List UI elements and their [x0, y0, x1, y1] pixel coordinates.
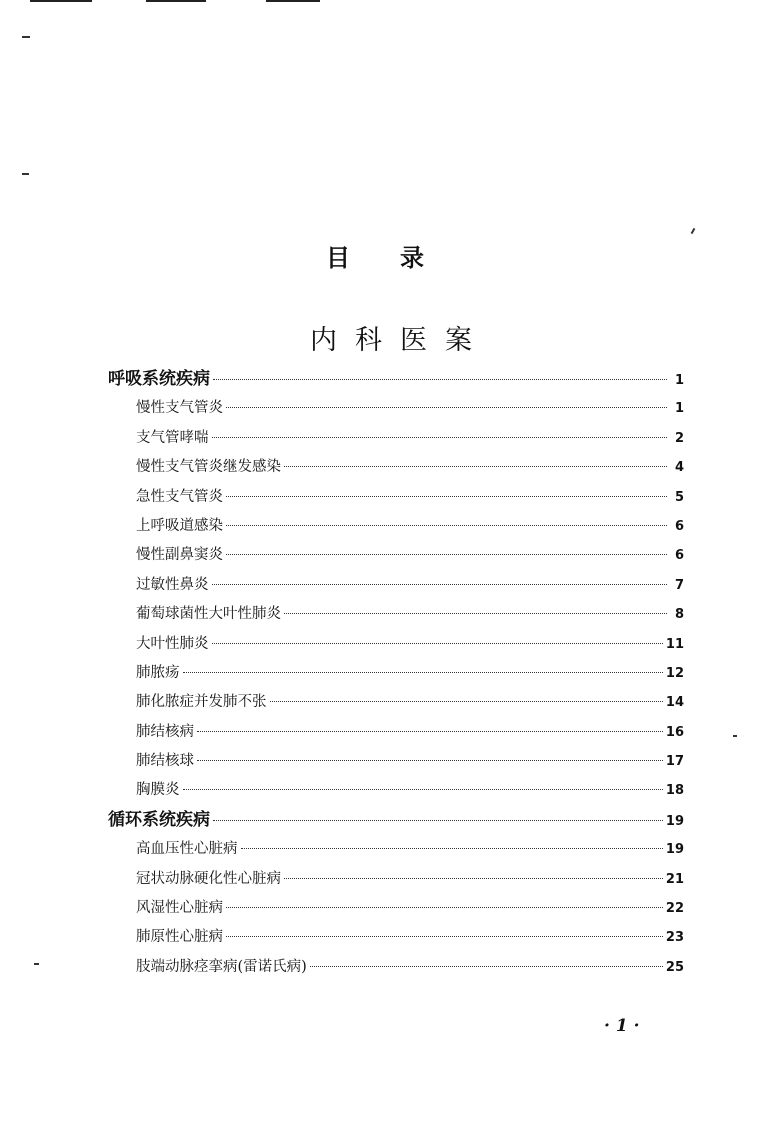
dot-leader	[270, 701, 663, 702]
page-title: 目录	[326, 244, 474, 272]
top-rule-3	[266, 0, 320, 2]
toc-entry	[108, 659, 684, 688]
toc-entry	[108, 953, 684, 982]
toc-entry	[108, 806, 684, 835]
toc-entry-page: 2	[674, 430, 684, 446]
top-rule-1	[30, 0, 92, 2]
toc-entry	[108, 923, 684, 952]
toc-entry-title: 肺原性心脏病	[136, 929, 223, 946]
toc-entry-page: 19	[665, 813, 684, 829]
toc-entry	[108, 865, 684, 894]
toc-entry-page: 23	[665, 930, 684, 946]
toc-entry-title: 呼吸系统疾病	[108, 369, 210, 389]
toc-entry-page: 21	[665, 871, 684, 887]
dot-leader	[183, 672, 663, 673]
toc-entry	[108, 453, 684, 482]
toc-entry	[108, 835, 684, 864]
toc-entry-page: 17	[665, 754, 684, 770]
toc-entry-page: 22	[665, 901, 684, 917]
scan-speck	[733, 735, 737, 737]
toc-entry-title: 急性支气管炎	[136, 488, 223, 505]
toc-entry	[108, 776, 684, 805]
toc-entry	[108, 394, 684, 423]
toc-entry-page: 7	[674, 577, 684, 593]
toc-entry	[108, 894, 684, 923]
toc-entry	[108, 424, 684, 453]
scan-speck	[22, 173, 29, 175]
toc-entry-page: 8	[674, 607, 684, 623]
toc-entry	[108, 600, 684, 629]
scan-speck	[22, 36, 30, 38]
dot-leader	[197, 731, 663, 732]
toc-entry-title: 肺结核球	[136, 753, 194, 770]
toc-entry-title: 大叶性肺炎	[136, 635, 209, 652]
toc-entry	[108, 718, 684, 747]
toc-entry-page: 6	[674, 518, 684, 534]
dot-leader	[226, 496, 667, 497]
toc-entry-title: 支气管哮喘	[136, 429, 209, 446]
toc-entry-title: 过敏性鼻炎	[136, 576, 209, 593]
toc-entry-page: 14	[665, 695, 684, 711]
toc-entry	[108, 483, 684, 512]
toc-entry	[108, 541, 684, 570]
page-subtitle: 内科医案	[310, 325, 490, 356]
toc-entry-title: 肺化脓症并发肺不张	[136, 694, 267, 711]
toc-entry-page: 16	[665, 724, 684, 740]
scan-speck	[691, 228, 696, 234]
toc-entry-title: 循环系统疾病	[108, 809, 210, 830]
toc-entry	[108, 688, 684, 717]
dot-leader	[212, 584, 668, 585]
scan-speck	[34, 963, 39, 965]
dot-leader	[226, 554, 667, 555]
dot-leader	[284, 878, 663, 879]
toc-entry-title: 慢性副鼻窦炎	[136, 547, 223, 564]
toc-entry	[108, 365, 684, 394]
toc-entry-page: 4	[674, 460, 684, 476]
toc-entry	[108, 571, 684, 600]
toc-entry-title: 肺结核病	[136, 723, 194, 740]
toc-entry-title: 肢端动脉痉挛病(雷诺氏病)	[136, 958, 307, 975]
top-rule-2	[146, 0, 206, 2]
dot-leader	[226, 407, 667, 408]
toc-entry-title: 冠状动脉硬化性心脏病	[136, 870, 281, 887]
dot-leader	[226, 907, 663, 908]
dot-leader	[226, 936, 663, 937]
dot-leader	[241, 848, 663, 849]
table-of-contents	[108, 365, 684, 982]
toc-entry-title: 葡萄球菌性大叶性肺炎	[136, 606, 281, 623]
toc-entry	[108, 512, 684, 541]
toc-entry-title: 慢性支气管炎继发感染	[136, 459, 281, 476]
toc-entry-title: 高血压性心脏病	[136, 841, 238, 858]
dot-leader	[212, 643, 663, 644]
dot-leader	[213, 820, 663, 821]
toc-entry-page: 5	[674, 489, 684, 505]
toc-entry-title: 肺脓疡	[136, 664, 180, 681]
toc-entry-page: 19	[665, 842, 684, 858]
toc-entry-title: 慢性支气管炎	[136, 400, 223, 417]
dot-leader	[197, 760, 663, 761]
toc-entry	[108, 747, 684, 776]
dot-leader	[183, 789, 663, 790]
toc-entry-title: 胸膜炎	[136, 782, 180, 799]
dot-leader	[310, 966, 663, 967]
toc-entry-page: 11	[665, 636, 684, 652]
page-number: · 1 ·	[604, 1016, 640, 1036]
toc-entry-title: 风湿性心脏病	[136, 900, 223, 917]
toc-entry-page: 1	[674, 373, 684, 388]
toc-entry	[108, 630, 684, 659]
dot-leader	[212, 437, 668, 438]
toc-entry-page: 12	[665, 665, 684, 681]
dot-leader	[213, 379, 667, 380]
dot-leader	[226, 525, 667, 526]
toc-entry-page: 25	[665, 959, 684, 975]
toc-entry-page: 18	[665, 783, 684, 799]
toc-entry-page: 6	[674, 548, 684, 564]
dot-leader	[284, 613, 667, 614]
toc-entry-page: 1	[674, 401, 684, 417]
toc-entry-title: 上呼吸道感染	[136, 517, 223, 534]
dot-leader	[284, 466, 667, 467]
